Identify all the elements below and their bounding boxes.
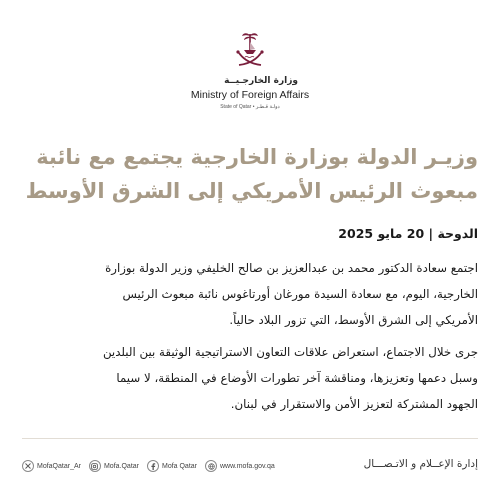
qatar-emblem-icon: [234, 30, 266, 70]
article-body: [22, 255, 478, 417]
paragraph-1: [22, 255, 478, 333]
logo-state-of-qatar: State of Qatar • دولـة قـطـر: [220, 104, 280, 110]
x-icon: [22, 460, 34, 472]
globe-icon: [205, 460, 217, 472]
instagram-icon: [89, 460, 101, 472]
paragraph-2: [22, 339, 478, 417]
social-x-link[interactable]: [22, 460, 81, 472]
footer-social-links: [22, 458, 275, 474]
footer-department: إدارة الإعــلام و الاتـصـــال: [363, 458, 478, 470]
paragraph-1-line: الخارجية، اليوم، مع سعادة السيدة مورغان أورتاغوس نائبة مبعوث الرئيس: [122, 287, 478, 301]
headline-line-1: وزيـر الدولة بوزارة الخارجية يجتمع مع نائبة: [36, 145, 478, 169]
facebook-icon: [147, 460, 159, 472]
paragraph-2-line: وسبل دعمها وتعزيزها، ومناقشة آخر تطورات الأوضاع في المنطقة، لا سيما: [116, 371, 478, 385]
paragraph-2-line: جرى خلال الاجتماع، استعراض علاقات التعاون الاستراتيجية الوثيقة بين البلدين: [102, 345, 478, 359]
paragraph-1-line: الأمريكي إلى الشرق الأوسط، التي تزور البلاد حالياً.: [229, 313, 478, 327]
paragraph-1-line: اجتمع سعادة الدكتور محمد بن عبدالعزيز بن صالح الخليفي وزير الدولة بوزارة: [105, 261, 478, 275]
social-website-label: www.mofa.gov.qa: [220, 462, 275, 470]
social-facebook-link[interactable]: [147, 460, 197, 472]
ministry-logo: [150, 30, 350, 126]
social-x-label: MofaQatar_Ar: [37, 462, 81, 470]
paragraph-2-line: الجهود المشتركة لتعزيز الأمن والاستقرار في لبنان.: [230, 397, 478, 411]
social-instagram-label: Mofa.Qatar: [103, 462, 139, 470]
footer-divider: [22, 438, 478, 439]
headline: [20, 140, 478, 208]
headline-line-2: مبعوث الرئيس الأمريكي إلى الشرق الأوسط: [25, 179, 478, 203]
logo-english-name: Ministry of Foreign Affairs: [190, 89, 310, 101]
logo-arabic-name: وزارة الخارجـيــة: [224, 76, 298, 86]
social-website-link[interactable]: [205, 460, 275, 472]
social-facebook-label: Mofa Qatar: [161, 462, 197, 470]
dateline: الدوحة | 20 مايو 2025: [338, 226, 478, 241]
social-instagram-link[interactable]: [89, 460, 139, 472]
